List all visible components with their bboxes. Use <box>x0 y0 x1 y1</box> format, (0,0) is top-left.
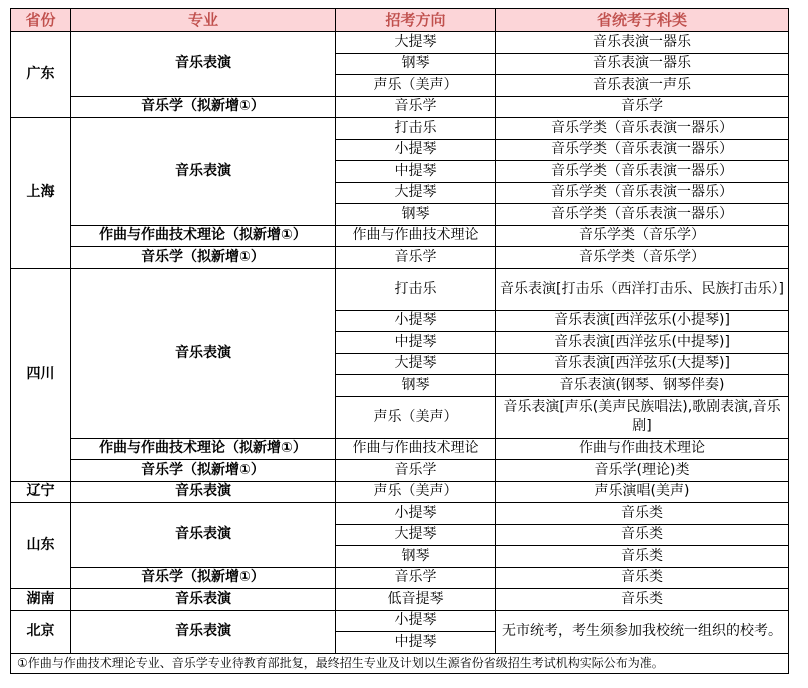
direction-cell: 大提琴 <box>336 182 496 204</box>
category-cell: 音乐学 <box>496 96 789 118</box>
major-cell: 作曲与作曲技术理论（拟新增①） <box>71 225 336 247</box>
direction-cell: 声乐（美声） <box>336 75 496 97</box>
category-cell: 音乐表演[西洋弦乐(大提琴)] <box>496 353 789 375</box>
major-cell: 音乐表演 <box>71 610 336 653</box>
direction-cell: 中提琴 <box>336 632 496 654</box>
direction-cell: 小提琴 <box>336 310 496 332</box>
major-cell: 音乐学（拟新增①） <box>71 567 336 589</box>
category-cell: 音乐类 <box>496 589 789 611</box>
header-category: 省统考子科类 <box>496 9 789 32</box>
table-row <box>11 460 789 482</box>
category-cell: 音乐学类（音乐表演一器乐） <box>496 161 789 183</box>
table-row <box>11 589 789 611</box>
major-cell: 音乐表演 <box>71 118 336 226</box>
major-cell: 音乐表演 <box>71 32 336 97</box>
category-cell: 音乐类 <box>496 503 789 525</box>
province-cell-shandong: 山东 <box>11 503 71 589</box>
category-cell: 音乐表演(钢琴、钢琴伴奏) <box>496 375 789 397</box>
category-cell: 音乐学类（音乐表演一器乐） <box>496 204 789 226</box>
category-cell-beijing: 无市统考，考生须参加我校统一组织的校考。 <box>496 610 789 653</box>
table-row <box>11 567 789 589</box>
direction-cell: 大提琴 <box>336 353 496 375</box>
header-major: 专业 <box>71 9 336 32</box>
direction-cell: 中提琴 <box>336 161 496 183</box>
table-row <box>11 225 789 247</box>
direction-cell: 作曲与作曲技术理论 <box>336 438 496 460</box>
direction-cell: 大提琴 <box>336 32 496 54</box>
footnote: ①作曲与作曲技术理论专业、音乐学专业待教育部批复，最终招生专业及计划以生源省份省级招生考试机构实际公布为准。 <box>11 653 789 673</box>
category-cell: 音乐表演[西洋弦乐(小提琴)] <box>496 310 789 332</box>
category-cell: 音乐学类（音乐学） <box>496 225 789 247</box>
category-cell: 音乐表演[西洋弦乐(中提琴)] <box>496 332 789 354</box>
province-cell-sichuan: 四川 <box>11 268 71 481</box>
province-cell-liaoning: 辽宁 <box>11 481 71 503</box>
category-cell: 作曲与作曲技术理论 <box>496 438 789 460</box>
category-cell: 音乐学类（音乐表演一器乐） <box>496 118 789 140</box>
category-cell: 音乐类 <box>496 546 789 568</box>
province-cell-guangdong: 广东 <box>11 32 71 118</box>
major-cell: 音乐表演 <box>71 268 336 438</box>
header-direction: 招考方向 <box>336 9 496 32</box>
admissions-table <box>10 8 789 674</box>
direction-cell: 音乐学 <box>336 567 496 589</box>
category-cell: 音乐表演一器乐 <box>496 32 789 54</box>
category-cell: 音乐表演[声乐(美声民族唱法),歌剧表演,音乐剧] <box>496 396 789 438</box>
admissions-table-container <box>10 8 788 674</box>
major-cell: 音乐学（拟新增①） <box>71 460 336 482</box>
direction-cell: 钢琴 <box>336 375 496 397</box>
direction-cell: 钢琴 <box>336 53 496 75</box>
category-cell: 音乐学类（音乐表演一器乐） <box>496 182 789 204</box>
category-cell: 音乐学类（音乐学） <box>496 247 789 269</box>
direction-cell: 钢琴 <box>336 204 496 226</box>
table-row <box>11 503 789 525</box>
category-cell: 音乐表演一器乐 <box>496 53 789 75</box>
province-cell-hunan: 湖南 <box>11 589 71 611</box>
table-row <box>11 268 789 310</box>
table-row <box>11 118 789 140</box>
major-cell: 作曲与作曲技术理论（拟新增①） <box>71 438 336 460</box>
direction-cell: 打击乐 <box>336 118 496 140</box>
category-cell: 声乐演唱(美声) <box>496 481 789 503</box>
category-cell: 音乐类 <box>496 567 789 589</box>
table-row <box>11 96 789 118</box>
direction-cell: 低音提琴 <box>336 589 496 611</box>
table-row <box>11 438 789 460</box>
direction-cell: 小提琴 <box>336 610 496 632</box>
major-cell: 音乐学（拟新增①） <box>71 247 336 269</box>
major-cell: 音乐表演 <box>71 589 336 611</box>
table-row <box>11 247 789 269</box>
direction-cell: 作曲与作曲技术理论 <box>336 225 496 247</box>
direction-cell: 小提琴 <box>336 503 496 525</box>
category-cell: 音乐表演一声乐 <box>496 75 789 97</box>
category-cell: 音乐学类（音乐表演一器乐） <box>496 139 789 161</box>
major-cell: 音乐表演 <box>71 503 336 568</box>
footnote-row <box>11 653 789 673</box>
direction-cell: 音乐学 <box>336 460 496 482</box>
category-cell: 音乐类 <box>496 524 789 546</box>
direction-cell: 大提琴 <box>336 524 496 546</box>
direction-cell: 音乐学 <box>336 96 496 118</box>
header-row <box>11 9 789 32</box>
direction-cell: 钢琴 <box>336 546 496 568</box>
table-row <box>11 481 789 503</box>
direction-cell: 声乐（美声） <box>336 481 496 503</box>
province-cell-shanghai: 上海 <box>11 118 71 269</box>
direction-cell: 声乐（美声） <box>336 396 496 438</box>
table-row <box>11 610 789 632</box>
major-cell: 音乐表演 <box>71 481 336 503</box>
major-cell: 音乐学（拟新增①） <box>71 96 336 118</box>
category-cell: 音乐表演[打击乐（西洋打击乐、民族打击乐）] <box>496 268 789 310</box>
table-row <box>11 32 789 54</box>
direction-cell: 音乐学 <box>336 247 496 269</box>
direction-cell: 打击乐 <box>336 268 496 310</box>
header-province: 省份 <box>11 9 71 32</box>
direction-cell: 小提琴 <box>336 139 496 161</box>
province-cell-beijing: 北京 <box>11 610 71 653</box>
direction-cell: 中提琴 <box>336 332 496 354</box>
category-cell: 音乐学(理论)类 <box>496 460 789 482</box>
